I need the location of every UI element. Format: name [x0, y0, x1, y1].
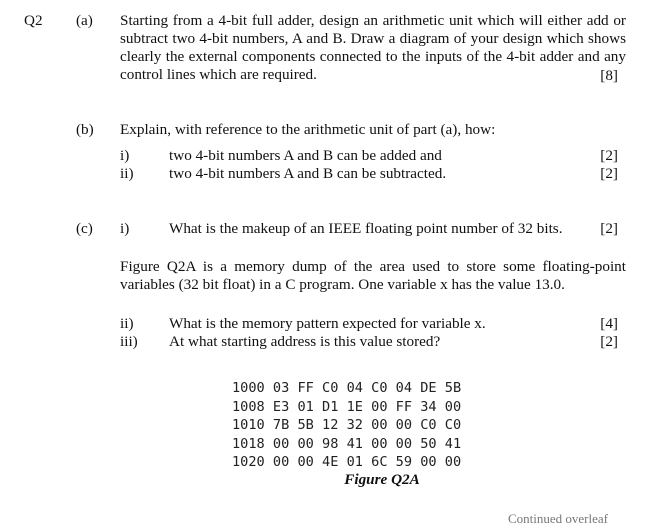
- part-b-item-marks: [2]: [600, 165, 618, 182]
- part-b-item-text: two 4-bit numbers A and B can be subtracted.: [169, 165, 447, 182]
- question-number: Q2: [24, 12, 43, 29]
- part-c-label: (c): [76, 220, 93, 237]
- memory-dump-row: 1020 00 00 4E 01 6C 59 00 00: [232, 454, 462, 470]
- part-b-item-number: i): [120, 147, 130, 164]
- part-c-item-marks: [4]: [600, 315, 618, 332]
- part-a-label: (a): [76, 12, 93, 29]
- footer-fragment: Continued overleaf: [508, 511, 608, 526]
- part-a-text: Starting from a 4-bit full adder, design an arithmetic unit which will either add or subtract two 4-bit numbers, A and B. Draw a diagram of your design which shows clearly the external components connected to the inputs of the 4-bit adder and any control lines which are required.: [120, 12, 626, 83]
- memory-dump-row: 1000 03 FF C0 04 C0 04 DE 5B: [232, 380, 462, 396]
- part-a-marks: [8]: [600, 67, 618, 84]
- part-c-item-text: What is the memory pattern expected for variable x.: [169, 315, 486, 332]
- part-c-paragraph: Figure Q2A is a memory dump of the area used to store some floating-point variables (32 bit float) in a C program. One variable x has the value 13.0.: [120, 258, 626, 293]
- memory-dump-row: 1010 7B 5B 12 32 00 00 C0 C0: [232, 417, 462, 433]
- part-b-item-text: two 4-bit numbers A and B can be added and: [169, 147, 442, 164]
- memory-dump: [232, 379, 461, 472]
- part-b-intro: Explain, with reference to the arithmetic unit of part (a), how:: [120, 121, 496, 138]
- part-c-item-number: ii): [120, 315, 134, 332]
- part-c-item-number: iii): [120, 333, 138, 350]
- part-c-item-marks: [2]: [600, 220, 618, 237]
- part-c-item-marks: [2]: [600, 333, 618, 350]
- memory-dump-row: 1008 E3 01 D1 1E 00 FF 34 00: [232, 398, 462, 415]
- figure-caption: Figure Q2A: [344, 471, 420, 488]
- memory-dump-row: 1018 00 00 98 41 00 00 50 41: [232, 435, 462, 452]
- part-c-item-text: What is the makeup of an IEEE floating point number of 32 bits.: [169, 220, 563, 237]
- part-c-item-text: At what starting address is this value stored?: [169, 333, 441, 350]
- part-c-item-number: i): [120, 220, 130, 237]
- part-b-item-number: ii): [120, 165, 134, 182]
- part-b-item-marks: [2]: [600, 147, 618, 164]
- part-b-label: (b): [76, 121, 94, 138]
